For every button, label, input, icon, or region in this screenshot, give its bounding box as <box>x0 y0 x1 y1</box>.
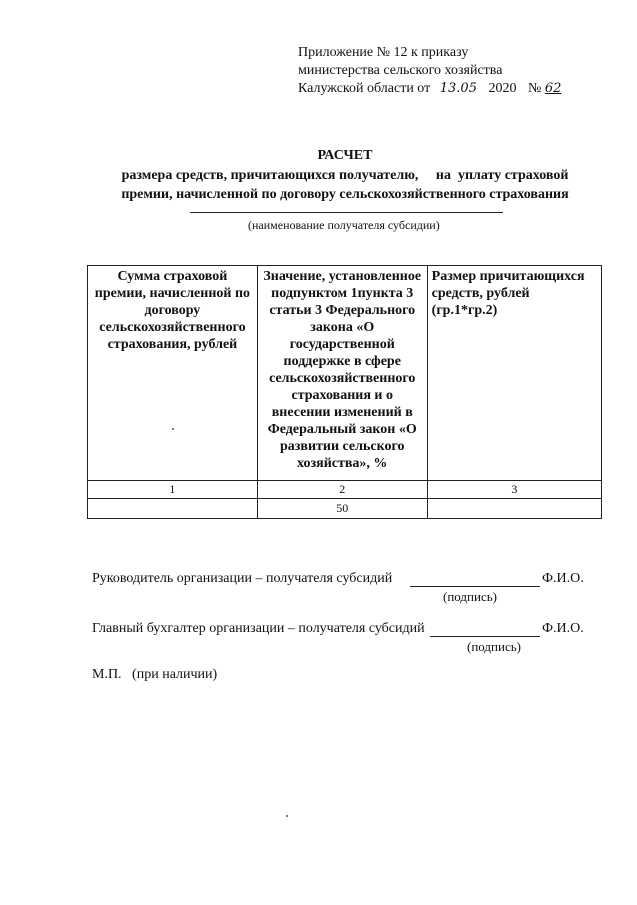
scan-speck <box>286 815 288 817</box>
handwritten-number: 62 <box>544 81 562 96</box>
calculation-table <box>87 265 602 519</box>
annex-year: 2020 <box>488 81 517 96</box>
annex-line-3 <box>298 80 561 98</box>
annex-number-sign: № <box>527 81 542 96</box>
recipient-name-line[interactable] <box>190 212 503 213</box>
stamp-label: М.П. (при наличии) <box>92 667 218 682</box>
header-support-value: Значение, установленное подпунктом 1пункта 3 статьи 3 Федерального закона «О государственной поддержке в сфере сельскохозяйственного страхования и о внесении изменений в Федеральный закон «О развитии сельского хозяйства», % <box>257 266 427 481</box>
header-insurance-premium: Сумма страховой премии, начисленной по договору сельскохозяйственного страхования, рублей <box>88 266 258 481</box>
scan-speck <box>172 428 174 430</box>
recipient-caption: (наименование получателя субсидии) <box>248 218 440 232</box>
document-subtitle-line-2: премии, начисленной по договору сельскохозяйственного страхования <box>121 187 569 202</box>
document-subtitle-line-1: размера средств, причитающихся получателю, на уплату страховой <box>121 168 569 183</box>
head-signature-label: Руководитель организации – получателя субсидий <box>92 571 393 586</box>
table-column-number-row <box>88 481 602 499</box>
column-number: 1 <box>88 481 258 499</box>
annex-line-3-prefix: Калужской области от <box>298 81 431 96</box>
table-header-row <box>88 266 602 481</box>
annex-line-1: Приложение № 12 к приказу <box>298 45 469 60</box>
head-signature-caption: (подпись) <box>443 589 497 604</box>
accountant-fio-label: Ф.И.О. <box>542 621 584 636</box>
table-row <box>88 499 602 519</box>
cell-support-value: 50 <box>257 499 427 519</box>
accountant-signature-caption: (подпись) <box>467 639 521 654</box>
annex-header <box>298 44 561 98</box>
head-signature-line[interactable] <box>410 586 540 587</box>
accountant-signature-line[interactable] <box>430 636 540 637</box>
head-fio-label: Ф.И.О. <box>542 571 584 586</box>
column-number: 3 <box>427 481 601 499</box>
annex-line-2: министерства сельского хозяйства <box>298 63 503 78</box>
cell-insurance-premium[interactable] <box>88 499 258 519</box>
accountant-signature-label: Главный бухгалтер организации – получателя субсидий <box>92 621 425 636</box>
header-amount-due: Размер причитающихся средств, рублей (гр.1*гр.2) <box>427 266 601 481</box>
cell-amount-due[interactable] <box>427 499 601 519</box>
column-number: 2 <box>257 481 427 499</box>
handwritten-date: 13.05 <box>439 81 477 96</box>
document-title: РАСЧЕТ <box>317 148 373 163</box>
